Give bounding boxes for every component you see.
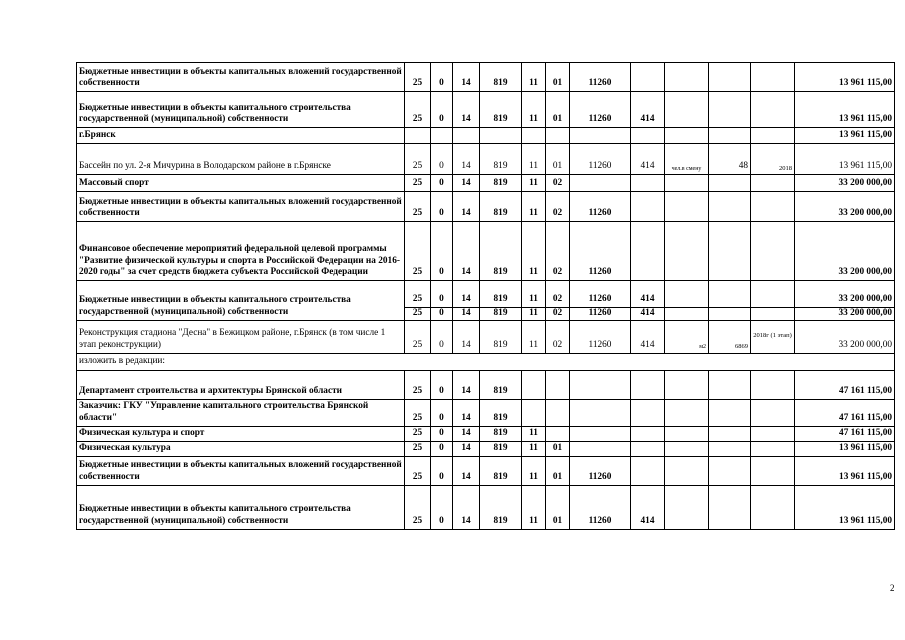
cell-code: 819 xyxy=(480,92,522,128)
cell-code xyxy=(631,456,665,485)
cell-capacity xyxy=(709,426,751,441)
cell-code: 25 xyxy=(405,144,431,175)
cell-unit xyxy=(665,426,709,441)
cell-year xyxy=(751,281,795,308)
cell-code: 25 xyxy=(405,92,431,128)
cell-code: 25 xyxy=(405,399,431,426)
cell-code: 25 xyxy=(405,320,431,353)
cell-code: 0 xyxy=(431,144,453,175)
cell-code xyxy=(631,399,665,426)
cell-amount: 33 200 000,00 xyxy=(795,222,895,281)
table-row xyxy=(77,192,895,222)
cell-code: 11 xyxy=(522,92,546,128)
cell-year xyxy=(751,370,795,399)
cell-capacity xyxy=(709,370,751,399)
cell-capacity xyxy=(709,456,751,485)
cell-code: 0 xyxy=(431,485,453,529)
cell-code: 11 xyxy=(522,63,546,92)
cell-code: 25 xyxy=(405,456,431,485)
cell-code: 0 xyxy=(431,192,453,222)
cell-code xyxy=(453,128,480,144)
instruction-text: изложить в редакции: xyxy=(77,353,895,370)
cell-amount: 13 961 115,00 xyxy=(795,144,895,175)
cell-code: 11 xyxy=(522,192,546,222)
table-row xyxy=(77,222,895,281)
row-name: Реконструкция стадиона "Десна" в Бежицком районе, г.Брянск (в том числе 1 этап реконструкции) xyxy=(77,320,405,353)
cell-code: 02 xyxy=(546,175,570,192)
cell-code: 01 xyxy=(546,92,570,128)
cell-amount: 13 961 115,00 xyxy=(795,485,895,529)
cell-year xyxy=(751,222,795,281)
cell-code: 02 xyxy=(546,192,570,222)
cell-code: 11260 xyxy=(570,144,631,175)
cell-code: 11 xyxy=(522,320,546,353)
cell-amount: 13 961 115,00 xyxy=(795,128,895,144)
cell-code: 02 xyxy=(546,222,570,281)
cell-code: 0 xyxy=(431,175,453,192)
cell-code: 25 xyxy=(405,426,431,441)
cell-year xyxy=(751,175,795,192)
row-name: Массовый спорт xyxy=(77,175,405,192)
table-row xyxy=(77,92,895,128)
cell-code: 14 xyxy=(453,63,480,92)
cell-code: 0 xyxy=(431,308,453,321)
table-row xyxy=(77,456,895,485)
cell-code: 01 xyxy=(546,485,570,529)
cell-code: 414 xyxy=(631,485,665,529)
cell-unit xyxy=(665,222,709,281)
cell-code: 819 xyxy=(480,144,522,175)
cell-unit xyxy=(665,456,709,485)
cell-code xyxy=(570,426,631,441)
cell-code: 25 xyxy=(405,281,431,308)
cell-amount: 13 961 115,00 xyxy=(795,456,895,485)
cell-code: 0 xyxy=(431,222,453,281)
cell-code xyxy=(570,128,631,144)
cell-code: 11260 xyxy=(570,281,631,308)
cell-code: 819 xyxy=(480,222,522,281)
cell-code: 25 xyxy=(405,308,431,321)
cell-capacity xyxy=(709,485,751,529)
table-row xyxy=(77,281,895,308)
cell-unit: м2 xyxy=(665,320,709,353)
cell-code: 25 xyxy=(405,63,431,92)
cell-code: 0 xyxy=(431,426,453,441)
cell-code: 25 xyxy=(405,441,431,456)
cell-year xyxy=(751,426,795,441)
cell-capacity: 48 xyxy=(709,144,751,175)
cell-code: 25 xyxy=(405,192,431,222)
cell-amount: 47 161 115,00 xyxy=(795,426,895,441)
cell-code: 14 xyxy=(453,308,480,321)
cell-unit xyxy=(665,192,709,222)
table-row xyxy=(77,63,895,92)
cell-code: 25 xyxy=(405,175,431,192)
cell-code xyxy=(405,128,431,144)
cell-year xyxy=(751,128,795,144)
table-row xyxy=(77,175,895,192)
cell-code: 0 xyxy=(431,92,453,128)
cell-code: 819 xyxy=(480,441,522,456)
cell-capacity xyxy=(709,175,751,192)
cell-code: 819 xyxy=(480,175,522,192)
cell-code xyxy=(431,128,453,144)
cell-code xyxy=(480,128,522,144)
cell-code: 11260 xyxy=(570,320,631,353)
table-row xyxy=(77,144,895,175)
table-row xyxy=(77,320,895,353)
cell-unit xyxy=(665,175,709,192)
cell-year xyxy=(751,456,795,485)
cell-code xyxy=(570,441,631,456)
cell-amount: 33 200 000,00 xyxy=(795,320,895,353)
table-row xyxy=(77,128,895,144)
cell-code: 14 xyxy=(453,222,480,281)
cell-code xyxy=(631,63,665,92)
row-name: Бюджетные инвестиции в объекты капитальных вложений государственной собственности xyxy=(77,192,405,222)
page-number: 2 xyxy=(890,583,895,593)
cell-code: 414 xyxy=(631,308,665,321)
cell-year xyxy=(751,308,795,321)
cell-code: 14 xyxy=(453,441,480,456)
cell-code: 819 xyxy=(480,308,522,321)
cell-capacity xyxy=(709,128,751,144)
cell-code: 819 xyxy=(480,485,522,529)
row-name: Департамент строительства и архитектуры Брянской области xyxy=(77,370,405,399)
cell-code: 11 xyxy=(522,456,546,485)
cell-year xyxy=(751,399,795,426)
cell-unit xyxy=(665,308,709,321)
budget-table xyxy=(76,62,895,530)
cell-amount: 47 161 115,00 xyxy=(795,370,895,399)
cell-code xyxy=(570,370,631,399)
cell-code xyxy=(631,128,665,144)
table-row xyxy=(77,485,895,529)
cell-code xyxy=(631,175,665,192)
cell-code: 01 xyxy=(546,63,570,92)
cell-year xyxy=(751,63,795,92)
cell-amount: 13 961 115,00 xyxy=(795,92,895,128)
cell-year xyxy=(751,485,795,529)
cell-code: 819 xyxy=(480,370,522,399)
row-name: Бюджетные инвестиции в объекты капитальных вложений государственной собственности xyxy=(77,456,405,485)
cell-code: 14 xyxy=(453,399,480,426)
cell-unit xyxy=(665,128,709,144)
cell-code: 819 xyxy=(480,63,522,92)
cell-code: 11 xyxy=(522,175,546,192)
cell-code: 02 xyxy=(546,281,570,308)
cell-code: 14 xyxy=(453,144,480,175)
cell-code: 14 xyxy=(453,320,480,353)
row-name: Бюджетные инвестиции в объекты капитального строительства государственной (муниципальной) собственности xyxy=(77,281,405,321)
row-name: Бассейн по ул. 2-я Мичурина в Володарском районе в г.Брянске xyxy=(77,144,405,175)
cell-amount: 13 961 115,00 xyxy=(795,63,895,92)
cell-unit xyxy=(665,485,709,529)
cell-capacity xyxy=(709,281,751,308)
cell-code: 11260 xyxy=(570,308,631,321)
cell-code: 414 xyxy=(631,144,665,175)
cell-year xyxy=(751,441,795,456)
cell-year xyxy=(751,192,795,222)
cell-code: 25 xyxy=(405,370,431,399)
row-name: Бюджетные инвестиции в объекты капитального строительства государственной (муниципальной) собственности xyxy=(77,92,405,128)
cell-code: 0 xyxy=(431,370,453,399)
row-name: Физическая культура xyxy=(77,441,405,456)
cell-code: 11260 xyxy=(570,485,631,529)
cell-code: 0 xyxy=(431,399,453,426)
row-name: Физическая культура и спорт xyxy=(77,426,405,441)
cell-amount: 33 200 000,00 xyxy=(795,175,895,192)
cell-code xyxy=(522,399,546,426)
cell-code xyxy=(631,222,665,281)
table-row xyxy=(77,353,895,370)
cell-code: 01 xyxy=(546,144,570,175)
cell-code: 01 xyxy=(546,441,570,456)
cell-code: 819 xyxy=(480,399,522,426)
cell-code xyxy=(631,441,665,456)
cell-unit xyxy=(665,441,709,456)
cell-code: 11 xyxy=(522,441,546,456)
cell-code: 11 xyxy=(522,281,546,308)
cell-code: 02 xyxy=(546,308,570,321)
cell-code xyxy=(631,192,665,222)
cell-code: 02 xyxy=(546,320,570,353)
cell-code xyxy=(522,370,546,399)
cell-code: 14 xyxy=(453,370,480,399)
cell-amount: 33 200 000,00 xyxy=(795,308,895,321)
cell-code: 11260 xyxy=(570,456,631,485)
cell-code: 819 xyxy=(480,426,522,441)
cell-code xyxy=(631,370,665,399)
row-name: Бюджетные инвестиции в объекты капитальных вложений государственной собственности xyxy=(77,63,405,92)
cell-code: 11260 xyxy=(570,222,631,281)
cell-code xyxy=(546,370,570,399)
row-name: Заказчик: ГКУ "Управление капитального строительства Брянской области" xyxy=(77,399,405,426)
cell-code: 14 xyxy=(453,456,480,485)
cell-code: 11260 xyxy=(570,92,631,128)
cell-code: 14 xyxy=(453,192,480,222)
cell-code: 0 xyxy=(431,281,453,308)
cell-code: 0 xyxy=(431,456,453,485)
cell-code: 414 xyxy=(631,92,665,128)
cell-code xyxy=(570,399,631,426)
cell-code: 14 xyxy=(453,426,480,441)
cell-unit xyxy=(665,92,709,128)
cell-code: 14 xyxy=(453,281,480,308)
cell-code: 11 xyxy=(522,222,546,281)
cell-code: 14 xyxy=(453,485,480,529)
cell-capacity xyxy=(709,308,751,321)
cell-code: 11 xyxy=(522,308,546,321)
cell-code: 819 xyxy=(480,281,522,308)
cell-code xyxy=(570,175,631,192)
cell-code xyxy=(631,426,665,441)
cell-code: 0 xyxy=(431,320,453,353)
cell-unit xyxy=(665,399,709,426)
cell-code: 11260 xyxy=(570,192,631,222)
cell-code: 25 xyxy=(405,485,431,529)
cell-code: 11 xyxy=(522,144,546,175)
cell-capacity xyxy=(709,441,751,456)
cell-code xyxy=(546,426,570,441)
cell-code: 01 xyxy=(546,456,570,485)
cell-year: 2018 xyxy=(751,144,795,175)
table-row xyxy=(77,370,895,399)
cell-code: 11 xyxy=(522,485,546,529)
cell-unit xyxy=(665,281,709,308)
cell-code: 819 xyxy=(480,320,522,353)
cell-capacity xyxy=(709,222,751,281)
table-row xyxy=(77,426,895,441)
cell-unit xyxy=(665,370,709,399)
cell-code: 0 xyxy=(431,441,453,456)
cell-code: 819 xyxy=(480,192,522,222)
cell-code: 25 xyxy=(405,222,431,281)
cell-code: 414 xyxy=(631,320,665,353)
cell-amount: 13 961 115,00 xyxy=(795,441,895,456)
cell-code xyxy=(546,128,570,144)
cell-code xyxy=(546,399,570,426)
cell-code: 14 xyxy=(453,92,480,128)
row-name: г.Брянск xyxy=(77,128,405,144)
cell-capacity xyxy=(709,63,751,92)
table-row xyxy=(77,399,895,426)
row-name: Финансовое обеспечение мероприятий федеральной целевой программы "Развитие физической культуры и спорта в Российской Федерации на 2016-2020 годы" за счет средств бюджета субъекта Российской Федерации xyxy=(77,222,405,281)
cell-unit: чел.в смену xyxy=(665,144,709,175)
cell-code: 11260 xyxy=(570,63,631,92)
cell-unit xyxy=(665,63,709,92)
cell-code: 11 xyxy=(522,426,546,441)
cell-code: 0 xyxy=(431,63,453,92)
table-row xyxy=(77,441,895,456)
row-name: Бюджетные инвестиции в объекты капитального строительства государственной (муниципальной) собственности xyxy=(77,485,405,529)
cell-capacity xyxy=(709,92,751,128)
cell-capacity xyxy=(709,399,751,426)
cell-code xyxy=(522,128,546,144)
cell-code: 414 xyxy=(631,281,665,308)
cell-code: 819 xyxy=(480,456,522,485)
cell-amount: 33 200 000,00 xyxy=(795,192,895,222)
cell-amount: 47 161 115,00 xyxy=(795,399,895,426)
cell-year: 2018г (1 этап) xyxy=(751,320,795,353)
cell-code: 14 xyxy=(453,175,480,192)
cell-amount: 33 200 000,00 xyxy=(795,281,895,308)
cell-capacity xyxy=(709,192,751,222)
cell-capacity: 6869 xyxy=(709,320,751,353)
cell-year xyxy=(751,92,795,128)
